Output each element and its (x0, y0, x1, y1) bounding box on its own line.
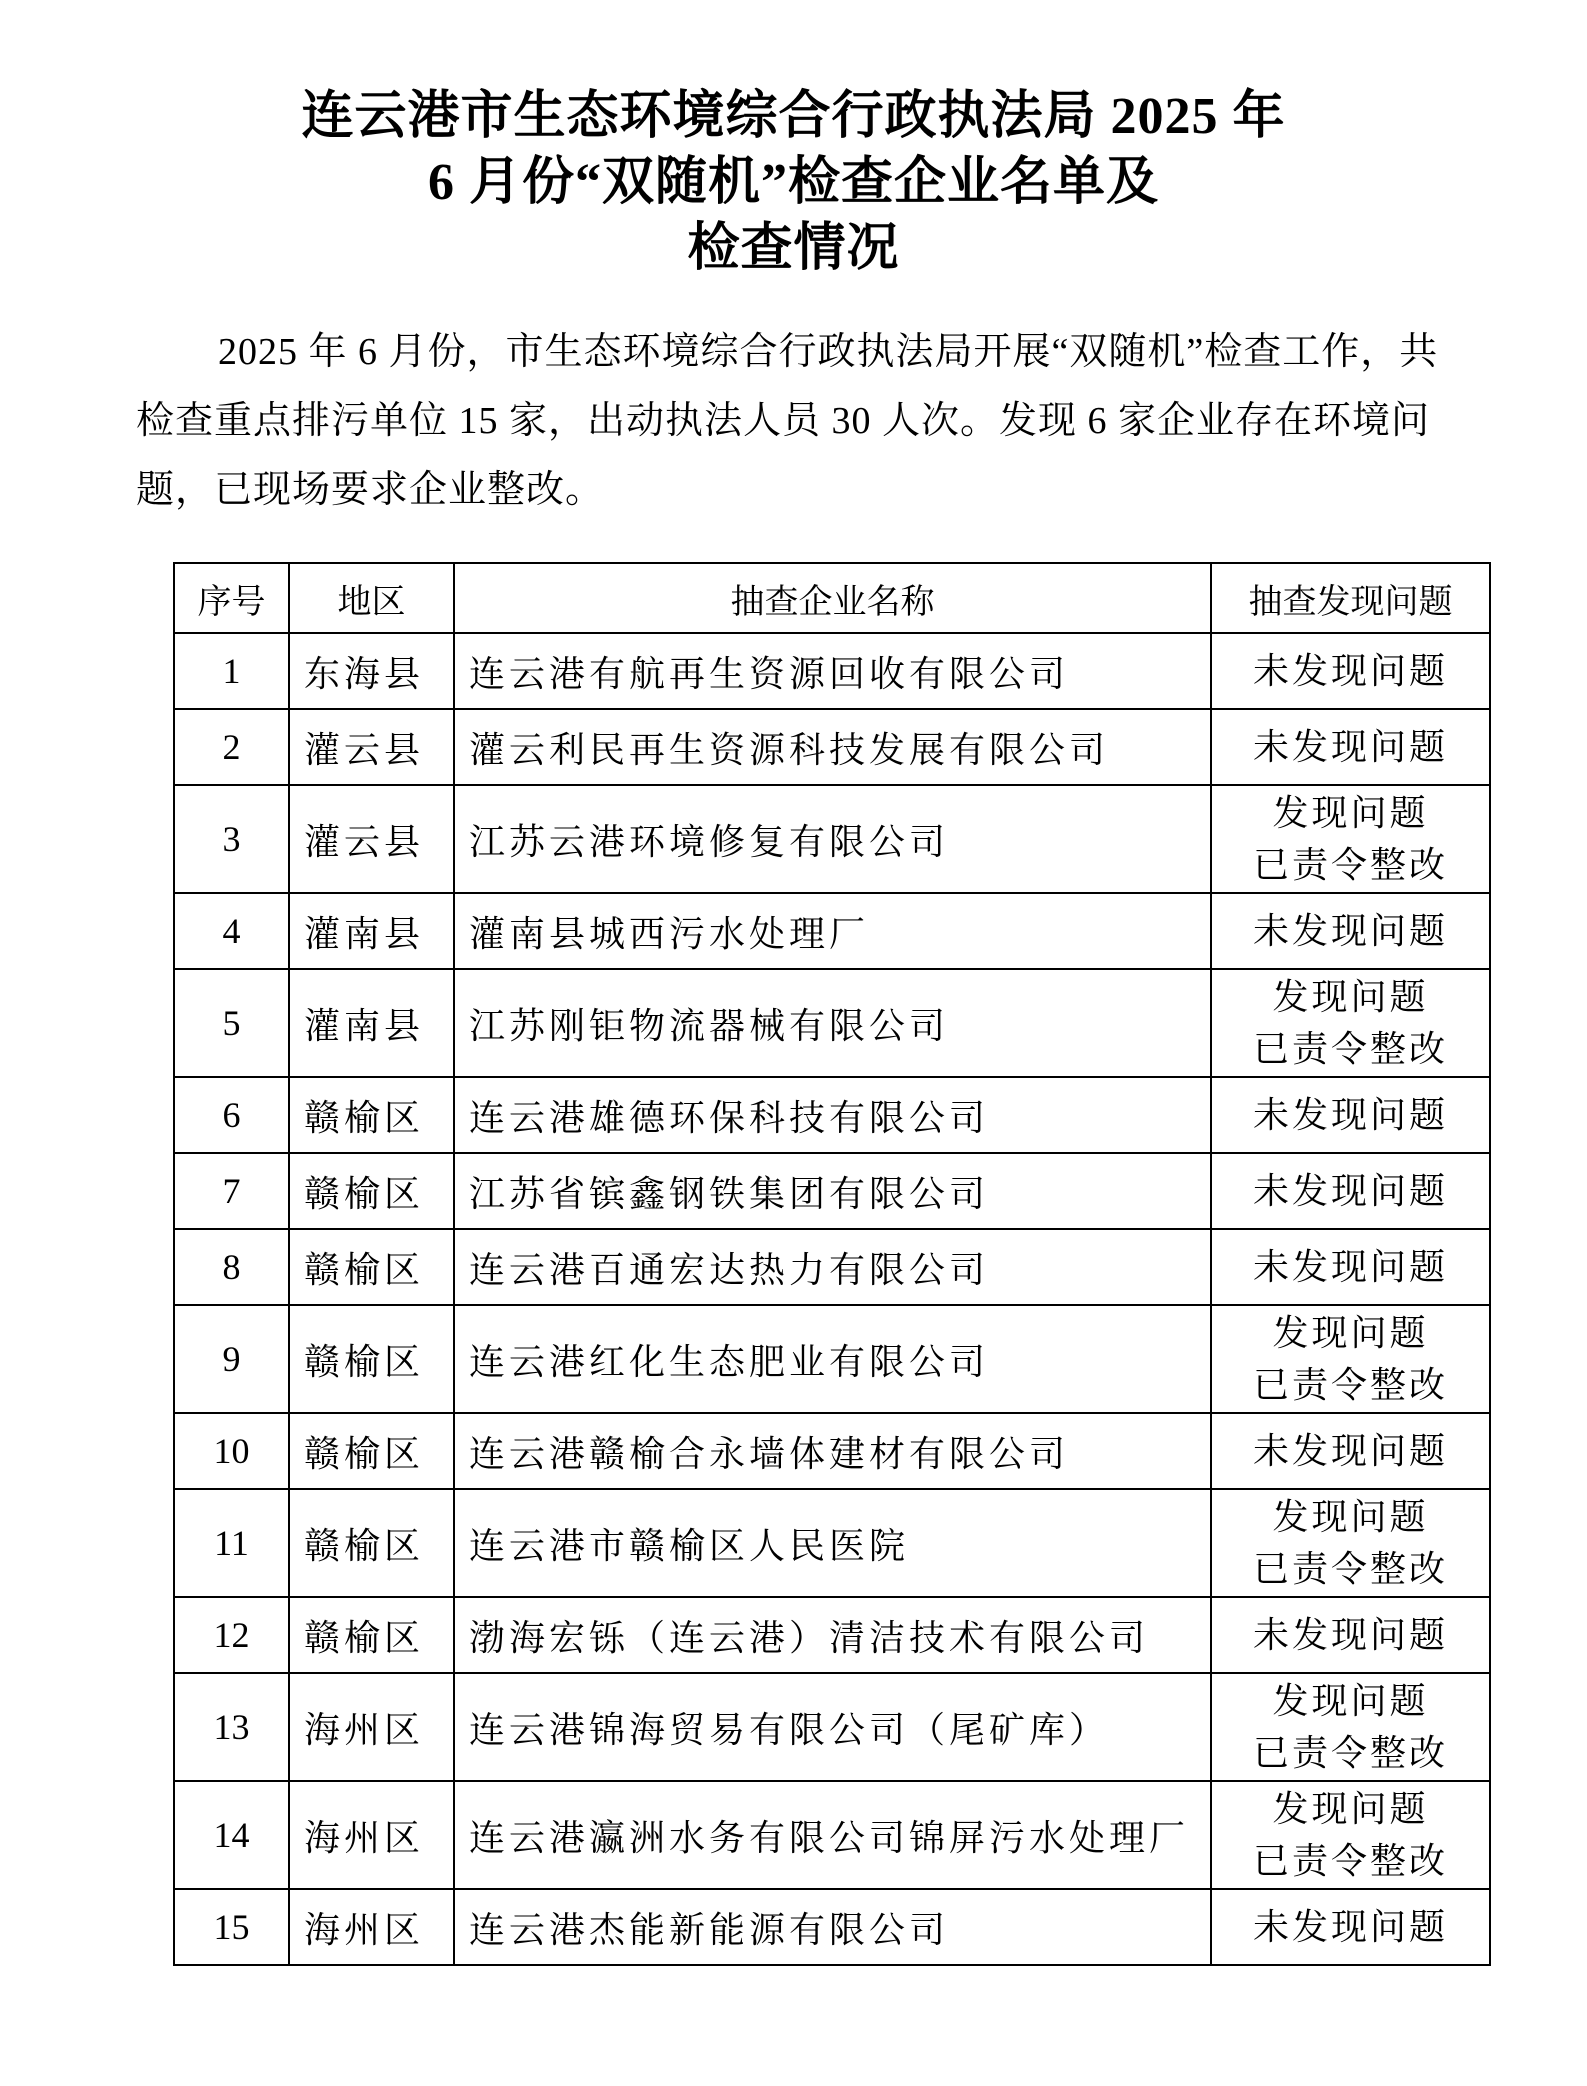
row-result (1211, 785, 1490, 893)
row-region: 灌云县 (289, 785, 454, 893)
table-row (174, 1673, 1490, 1781)
row-region: 海州区 (289, 1781, 454, 1889)
row-enterprise-name: 连云港瀛洲水务有限公司锦屏污水处理厂 (454, 1781, 1211, 1889)
row-result (1211, 1413, 1490, 1489)
row-region: 灌云县 (289, 709, 454, 785)
table-header-row (174, 563, 1490, 633)
row-region: 东海县 (289, 633, 454, 709)
result-line: 未发现问题 (1252, 911, 1448, 951)
row-result (1211, 709, 1490, 785)
row-no: 7 (174, 1153, 289, 1229)
row-result (1211, 893, 1490, 969)
result-line: 已责令整改 (1252, 1029, 1448, 1069)
result-line: 未发现问题 (1252, 1615, 1448, 1655)
row-enterprise-name: 连云港市赣榆区人民医院 (454, 1489, 1211, 1597)
row-region: 灌南县 (289, 893, 454, 969)
row-enterprise-name: 江苏刚钜物流器械有限公司 (454, 969, 1211, 1077)
result-line: 已责令整改 (1252, 845, 1448, 885)
row-enterprise-name: 连云港赣榆合永墙体建材有限公司 (454, 1413, 1211, 1489)
table-row (174, 1781, 1490, 1889)
row-result (1211, 633, 1490, 709)
row-result (1211, 1889, 1490, 1965)
result-line: 未发现问题 (1252, 727, 1448, 767)
result-line: 发现问题 (1272, 1313, 1429, 1353)
table-row (174, 1305, 1490, 1413)
result-line: 未发现问题 (1252, 1907, 1448, 1947)
row-region: 赣榆区 (289, 1413, 454, 1489)
table-row (174, 1889, 1490, 1965)
row-result (1211, 1597, 1490, 1673)
table-row (174, 1077, 1490, 1153)
row-region: 赣榆区 (289, 1229, 454, 1305)
result-line: 未发现问题 (1252, 1171, 1448, 1211)
table-row (174, 1413, 1490, 1489)
title-line-3: 检查情况 (687, 220, 900, 277)
row-region: 赣榆区 (289, 1077, 454, 1153)
result-line: 已责令整改 (1252, 1841, 1448, 1881)
row-region: 赣榆区 (289, 1305, 454, 1413)
row-no: 4 (174, 893, 289, 969)
table-row (174, 1229, 1490, 1305)
row-enterprise-name: 江苏省镔鑫钢铁集团有限公司 (454, 1153, 1211, 1229)
result-line: 发现问题 (1272, 793, 1429, 833)
row-region: 灌南县 (289, 969, 454, 1077)
result-line: 未发现问题 (1252, 651, 1448, 691)
row-enterprise-name: 灌云利民再生资源科技发展有限公司 (454, 709, 1211, 785)
row-result (1211, 1153, 1490, 1229)
header-no: 序号 (174, 563, 289, 633)
row-result (1211, 1489, 1490, 1597)
result-line: 发现问题 (1272, 1681, 1429, 1721)
table-row (174, 633, 1490, 709)
result-line: 未发现问题 (1252, 1247, 1448, 1287)
result-line: 已责令整改 (1252, 1365, 1448, 1405)
table-row (174, 969, 1490, 1077)
title-line-1: 连云港市生态环境综合行政执法局 2025 年 (301, 88, 1286, 145)
row-no: 11 (174, 1489, 289, 1597)
row-no: 3 (174, 785, 289, 893)
row-region: 赣榆区 (289, 1489, 454, 1597)
row-no: 5 (174, 969, 289, 1077)
row-enterprise-name: 江苏云港环境修复有限公司 (454, 785, 1211, 893)
row-result (1211, 1229, 1490, 1305)
row-no: 10 (174, 1413, 289, 1489)
row-enterprise-name: 连云港有航再生资源回收有限公司 (454, 633, 1211, 709)
table-row (174, 1489, 1490, 1597)
result-line: 未发现问题 (1252, 1095, 1448, 1135)
table-row (174, 1153, 1490, 1229)
row-enterprise-name: 连云港百通宏达热力有限公司 (454, 1229, 1211, 1305)
row-no: 1 (174, 633, 289, 709)
row-no: 12 (174, 1597, 289, 1673)
intro-paragraph (136, 318, 1456, 525)
row-enterprise-name: 连云港杰能新能源有限公司 (454, 1889, 1211, 1965)
row-result (1211, 969, 1490, 1077)
row-no: 9 (174, 1305, 289, 1413)
row-result (1211, 1305, 1490, 1413)
table-row (174, 709, 1490, 785)
header-region: 地区 (289, 563, 454, 633)
row-result (1211, 1077, 1490, 1153)
row-result (1211, 1673, 1490, 1781)
result-line: 已责令整改 (1252, 1733, 1448, 1773)
header-enterprise-name: 抽查企业名称 (454, 563, 1211, 633)
row-region: 海州区 (289, 1889, 454, 1965)
title-line-2: 6 月份“双随机”检查企业名单及 (427, 154, 1159, 211)
result-line: 发现问题 (1272, 1497, 1429, 1537)
intro-text: 2025 年 6 月份，市生态环境综合行政执法局开展“双随机”检查工作，共检查重点排污单位 15 家，出动执法人员 30 人次。发现 6 家企业存在环境问题，已现场要求企业整改。 (136, 331, 1439, 511)
row-no: 2 (174, 709, 289, 785)
inspection-table (173, 562, 1491, 1966)
header-result: 抽查发现问题 (1211, 563, 1490, 633)
row-enterprise-name: 连云港锦海贸易有限公司（尾矿库） (454, 1673, 1211, 1781)
row-enterprise-name: 连云港雄德环保科技有限公司 (454, 1077, 1211, 1153)
row-enterprise-name: 渤海宏铄（连云港）清洁技术有限公司 (454, 1597, 1211, 1673)
result-line: 已责令整改 (1252, 1549, 1448, 1589)
row-region: 海州区 (289, 1673, 454, 1781)
row-region: 赣榆区 (289, 1153, 454, 1229)
row-no: 14 (174, 1781, 289, 1889)
row-enterprise-name: 灌南县城西污水处理厂 (454, 893, 1211, 969)
result-line: 未发现问题 (1252, 1431, 1448, 1471)
row-no: 8 (174, 1229, 289, 1305)
row-no: 15 (174, 1889, 289, 1965)
row-enterprise-name: 连云港红化生态肥业有限公司 (454, 1305, 1211, 1413)
document-title (0, 84, 1587, 282)
result-line: 发现问题 (1272, 977, 1429, 1017)
row-region: 赣榆区 (289, 1597, 454, 1673)
table-row (174, 785, 1490, 893)
row-no: 13 (174, 1673, 289, 1781)
row-result (1211, 1781, 1490, 1889)
table-row (174, 893, 1490, 969)
row-no: 6 (174, 1077, 289, 1153)
table-row (174, 1597, 1490, 1673)
result-line: 发现问题 (1272, 1789, 1429, 1829)
